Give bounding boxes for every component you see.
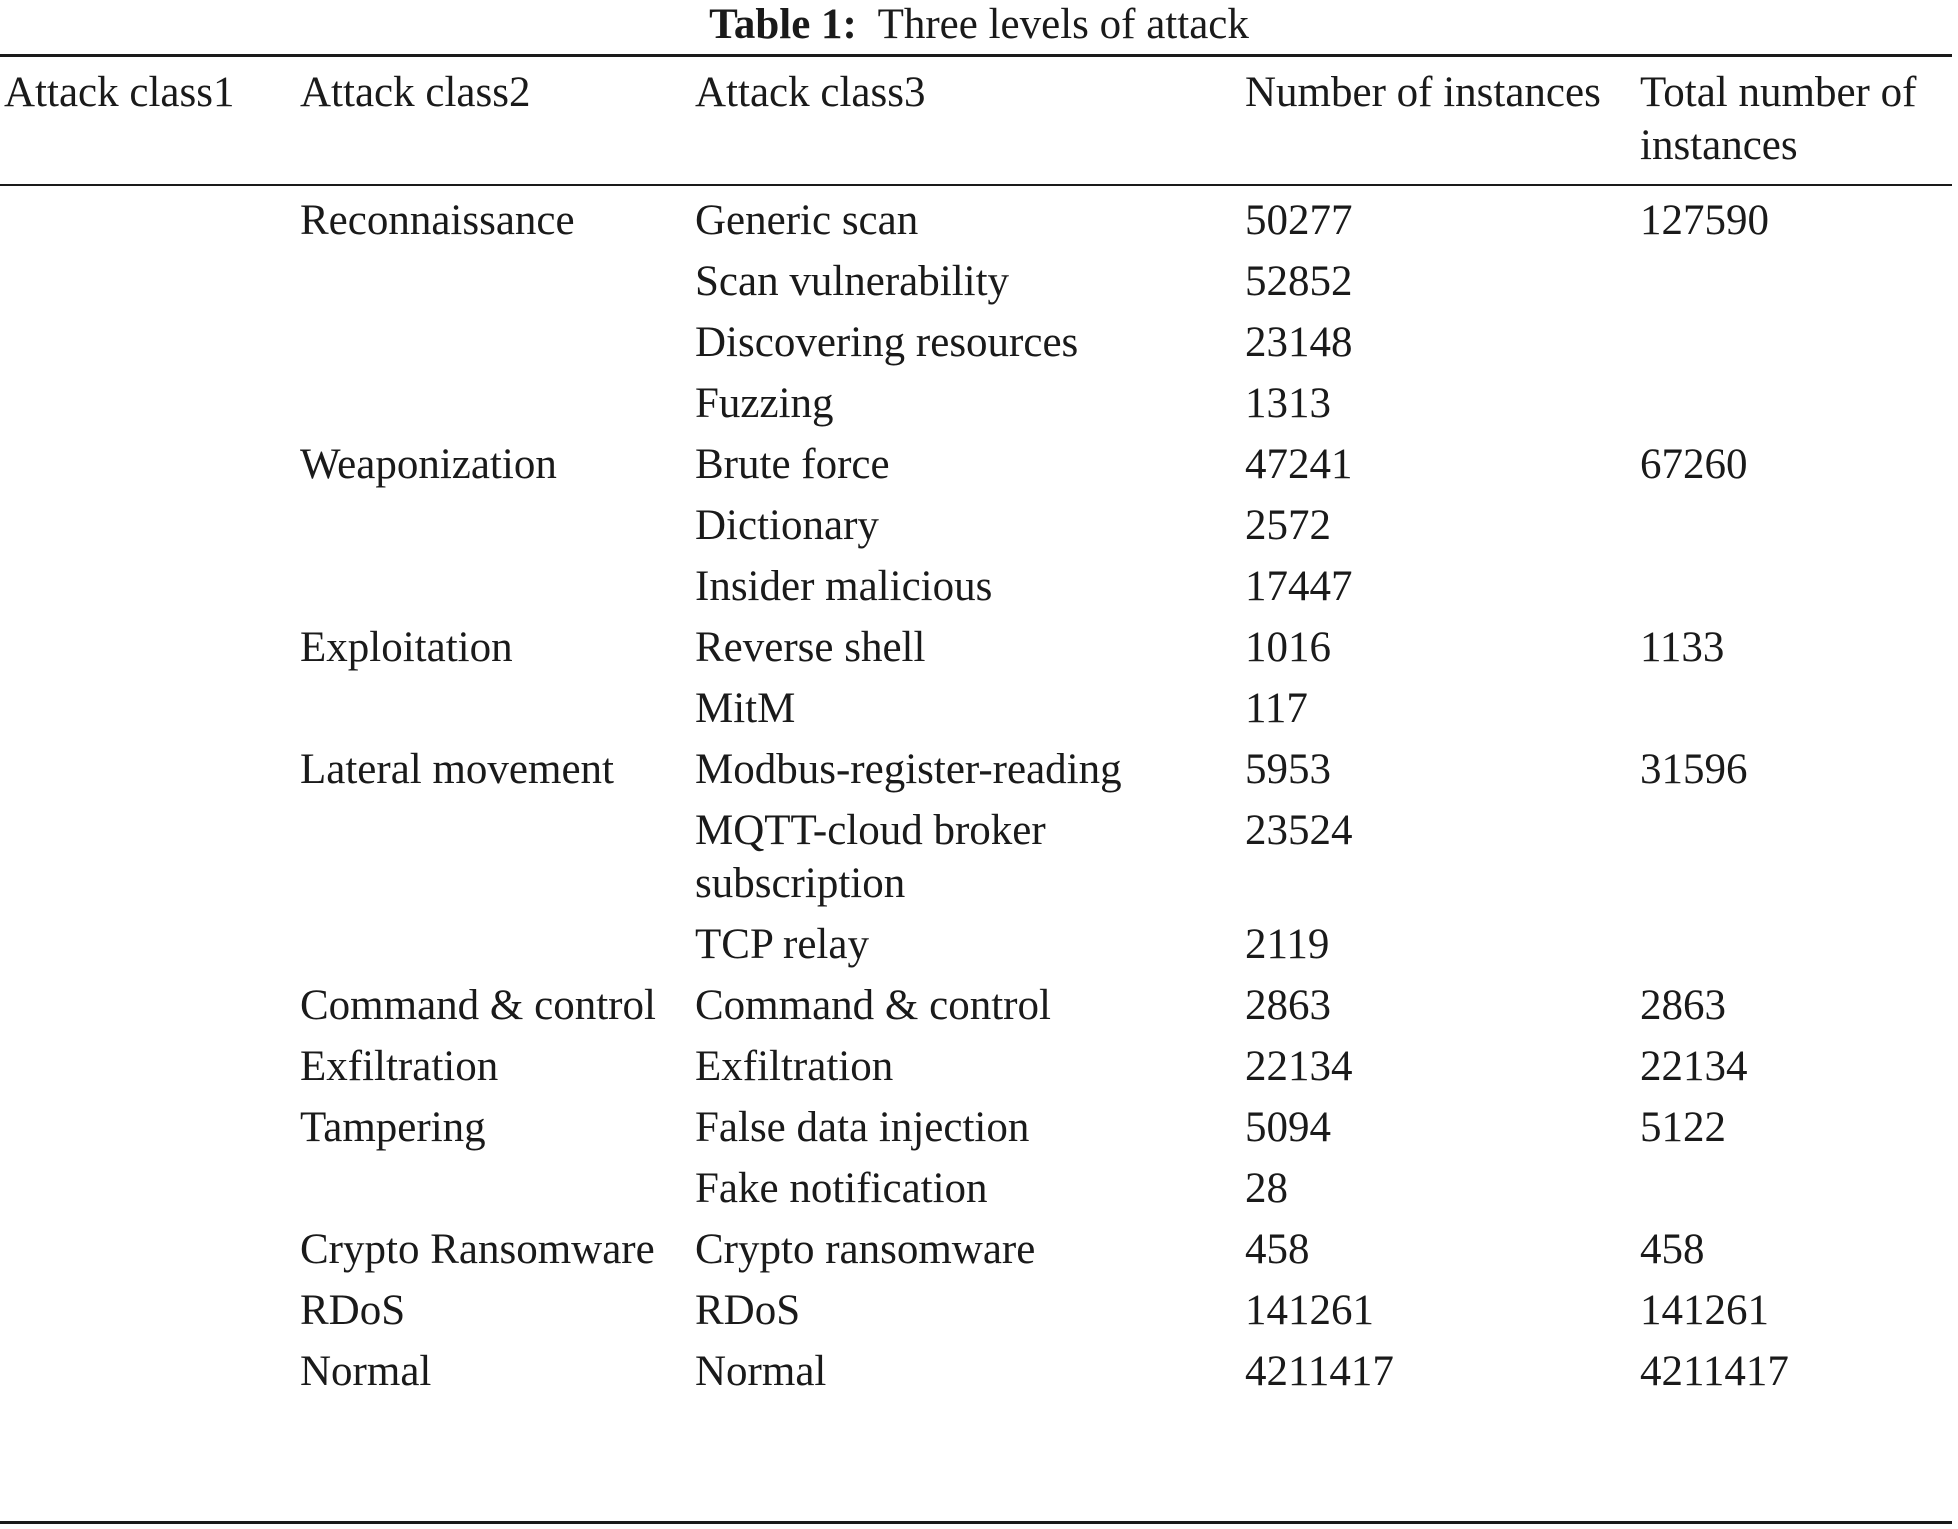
cell-attack-class3: Scan vulnerability <box>695 258 1010 305</box>
cell-attack-class2: Lateral movement <box>300 746 614 793</box>
cell-total-number-of-instances <box>1640 1162 1952 1223</box>
table-row <box>0 316 1952 377</box>
cell-number-of-instances: 28 <box>1245 1165 1288 1212</box>
cell-attack-class1 <box>0 1101 300 1162</box>
cell-total-number-of-instances <box>1640 918 1952 979</box>
table-row <box>0 499 1952 560</box>
cell-attack-class1 <box>0 1284 300 1345</box>
cell-attack-class3: MitM <box>695 685 796 732</box>
cell-attack-class1 <box>0 194 300 255</box>
cell-attack-class3: MQTT-cloud broker subscription <box>695 807 1046 907</box>
cell-attack-class1 <box>0 979 300 1040</box>
table-row <box>0 1223 1952 1284</box>
cell-number-of-instances: 117 <box>1245 685 1308 732</box>
cell-attack-class2 <box>300 682 695 743</box>
cell-total-number-of-instances: 141261 <box>1640 1287 1769 1334</box>
cell-total-number-of-instances <box>1640 682 1952 743</box>
table-row <box>0 1101 1952 1162</box>
cell-attack-class1 <box>0 499 300 560</box>
table-row <box>0 194 1952 255</box>
table-row <box>0 377 1952 438</box>
cell-attack-class1 <box>0 1162 300 1223</box>
attack-levels-table <box>0 66 1952 1406</box>
cell-attack-class1 <box>0 918 300 979</box>
cell-attack-class3: RDoS <box>695 1287 801 1334</box>
table-row <box>0 438 1952 499</box>
table-header <box>0 66 1952 194</box>
cell-attack-class2: Normal <box>300 1348 432 1395</box>
cell-number-of-instances: 23524 <box>1245 807 1353 854</box>
cell-attack-class1 <box>0 1040 300 1101</box>
cell-number-of-instances: 17447 <box>1245 563 1353 610</box>
table-row <box>0 1284 1952 1345</box>
table-row <box>0 918 1952 979</box>
cell-attack-class2 <box>300 804 695 918</box>
cell-attack-class2: Weaponization <box>300 441 557 488</box>
cell-attack-class2: Command & control <box>300 982 656 1029</box>
cell-attack-class3: Modbus-register-reading <box>695 746 1122 793</box>
cell-attack-class3: Generic scan <box>695 197 919 244</box>
cell-attack-class3: False data injection <box>695 1104 1030 1151</box>
cell-number-of-instances: 2119 <box>1245 921 1330 968</box>
table-row <box>0 804 1952 918</box>
cell-attack-class1 <box>0 255 300 316</box>
cell-attack-class3: TCP relay <box>695 921 869 968</box>
cell-total-number-of-instances: 2863 <box>1640 982 1726 1029</box>
cell-number-of-instances: 141261 <box>1245 1287 1374 1334</box>
cell-attack-class2 <box>300 255 695 316</box>
cell-total-number-of-instances: 4211417 <box>1640 1348 1789 1395</box>
cell-attack-class1 <box>0 1345 300 1406</box>
cell-attack-class3: Crypto ransomware <box>695 1226 1036 1273</box>
cell-number-of-instances: 1016 <box>1245 624 1331 671</box>
cell-attack-class2 <box>300 560 695 621</box>
cell-total-number-of-instances: 31596 <box>1640 746 1748 793</box>
top-rule <box>0 54 1952 57</box>
cell-number-of-instances: 4211417 <box>1245 1348 1394 1395</box>
cell-attack-class2: Crypto Ransomware <box>300 1226 655 1273</box>
cell-total-number-of-instances <box>1640 804 1952 918</box>
cell-total-number-of-instances: 127590 <box>1640 197 1769 244</box>
cell-attack-class3: Fake notification <box>695 1165 988 1212</box>
cell-attack-class2: RDoS <box>300 1287 406 1334</box>
table-row <box>0 255 1952 316</box>
cell-attack-class3: Fuzzing <box>695 380 834 427</box>
cell-attack-class2: Exploitation <box>300 624 513 671</box>
cell-number-of-instances: 458 <box>1245 1226 1310 1273</box>
cell-attack-class2 <box>300 918 695 979</box>
table-caption <box>0 0 1958 50</box>
cell-attack-class1 <box>0 1223 300 1284</box>
cell-total-number-of-instances: 5122 <box>1640 1104 1726 1151</box>
table-row <box>0 621 1952 682</box>
caption-label: Table 1: <box>709 1 857 48</box>
cell-attack-class2: Tampering <box>300 1104 486 1151</box>
table-row <box>0 1040 1952 1101</box>
cell-attack-class3: Exfiltration <box>695 1043 894 1090</box>
cell-total-number-of-instances <box>1640 560 1952 621</box>
cell-attack-class3: Command & control <box>695 982 1051 1029</box>
cell-number-of-instances: 22134 <box>1245 1043 1353 1090</box>
cell-attack-class2: Reconnaissance <box>300 197 575 244</box>
table-row <box>0 979 1952 1040</box>
header-attack-class2: Attack class2 <box>300 69 531 116</box>
cell-number-of-instances: 50277 <box>1245 197 1353 244</box>
table-row <box>0 1162 1952 1223</box>
cell-attack-class3: Brute force <box>695 441 890 488</box>
cell-total-number-of-instances <box>1640 499 1952 560</box>
cell-attack-class1 <box>0 560 300 621</box>
cell-total-number-of-instances <box>1640 377 1952 438</box>
cell-attack-class2: Exfiltration <box>300 1043 499 1090</box>
cell-attack-class3: Insider malicious <box>695 563 993 610</box>
cell-attack-class1 <box>0 316 300 377</box>
cell-attack-class1 <box>0 621 300 682</box>
table-row <box>0 560 1952 621</box>
cell-attack-class2 <box>300 499 695 560</box>
cell-total-number-of-instances <box>1640 255 1952 316</box>
cell-attack-class2 <box>300 316 695 377</box>
cell-attack-class1 <box>0 377 300 438</box>
cell-total-number-of-instances: 1133 <box>1640 624 1725 671</box>
caption-title: Three levels of attack <box>877 1 1249 48</box>
table-row <box>0 743 1952 804</box>
cell-number-of-instances: 5953 <box>1245 746 1331 793</box>
cell-attack-class2 <box>300 377 695 438</box>
cell-number-of-instances: 23148 <box>1245 319 1353 366</box>
cell-number-of-instances: 5094 <box>1245 1104 1331 1151</box>
cell-total-number-of-instances: 22134 <box>1640 1043 1748 1090</box>
header-attack-class1: Attack class1 <box>4 69 235 116</box>
cell-attack-class2 <box>300 1162 695 1223</box>
cell-attack-class3: Reverse shell <box>695 624 926 671</box>
cell-attack-class3: Dictionary <box>695 502 879 549</box>
cell-number-of-instances: 47241 <box>1245 441 1353 488</box>
cell-number-of-instances: 52852 <box>1245 258 1353 305</box>
bottom-rule <box>0 1521 1952 1524</box>
cell-attack-class1 <box>0 682 300 743</box>
cell-total-number-of-instances: 67260 <box>1640 441 1748 488</box>
table-row <box>0 682 1952 743</box>
cell-attack-class1 <box>0 743 300 804</box>
cell-attack-class1 <box>0 804 300 918</box>
table-body <box>0 194 1952 1406</box>
table-row <box>0 1345 1952 1406</box>
header-total-number-of-instances: Total number of instances <box>1640 69 1917 169</box>
cell-number-of-instances: 2572 <box>1245 502 1331 549</box>
cell-total-number-of-instances: 458 <box>1640 1226 1705 1273</box>
cell-attack-class3: Discovering resources <box>695 319 1079 366</box>
cell-attack-class3: Normal <box>695 1348 827 1395</box>
cell-attack-class1 <box>0 438 300 499</box>
cell-total-number-of-instances <box>1640 316 1952 377</box>
header-attack-class3: Attack class3 <box>695 69 926 116</box>
cell-number-of-instances: 2863 <box>1245 982 1331 1029</box>
cell-number-of-instances: 1313 <box>1245 380 1331 427</box>
header-number-of-instances: Number of instances <box>1245 69 1601 116</box>
